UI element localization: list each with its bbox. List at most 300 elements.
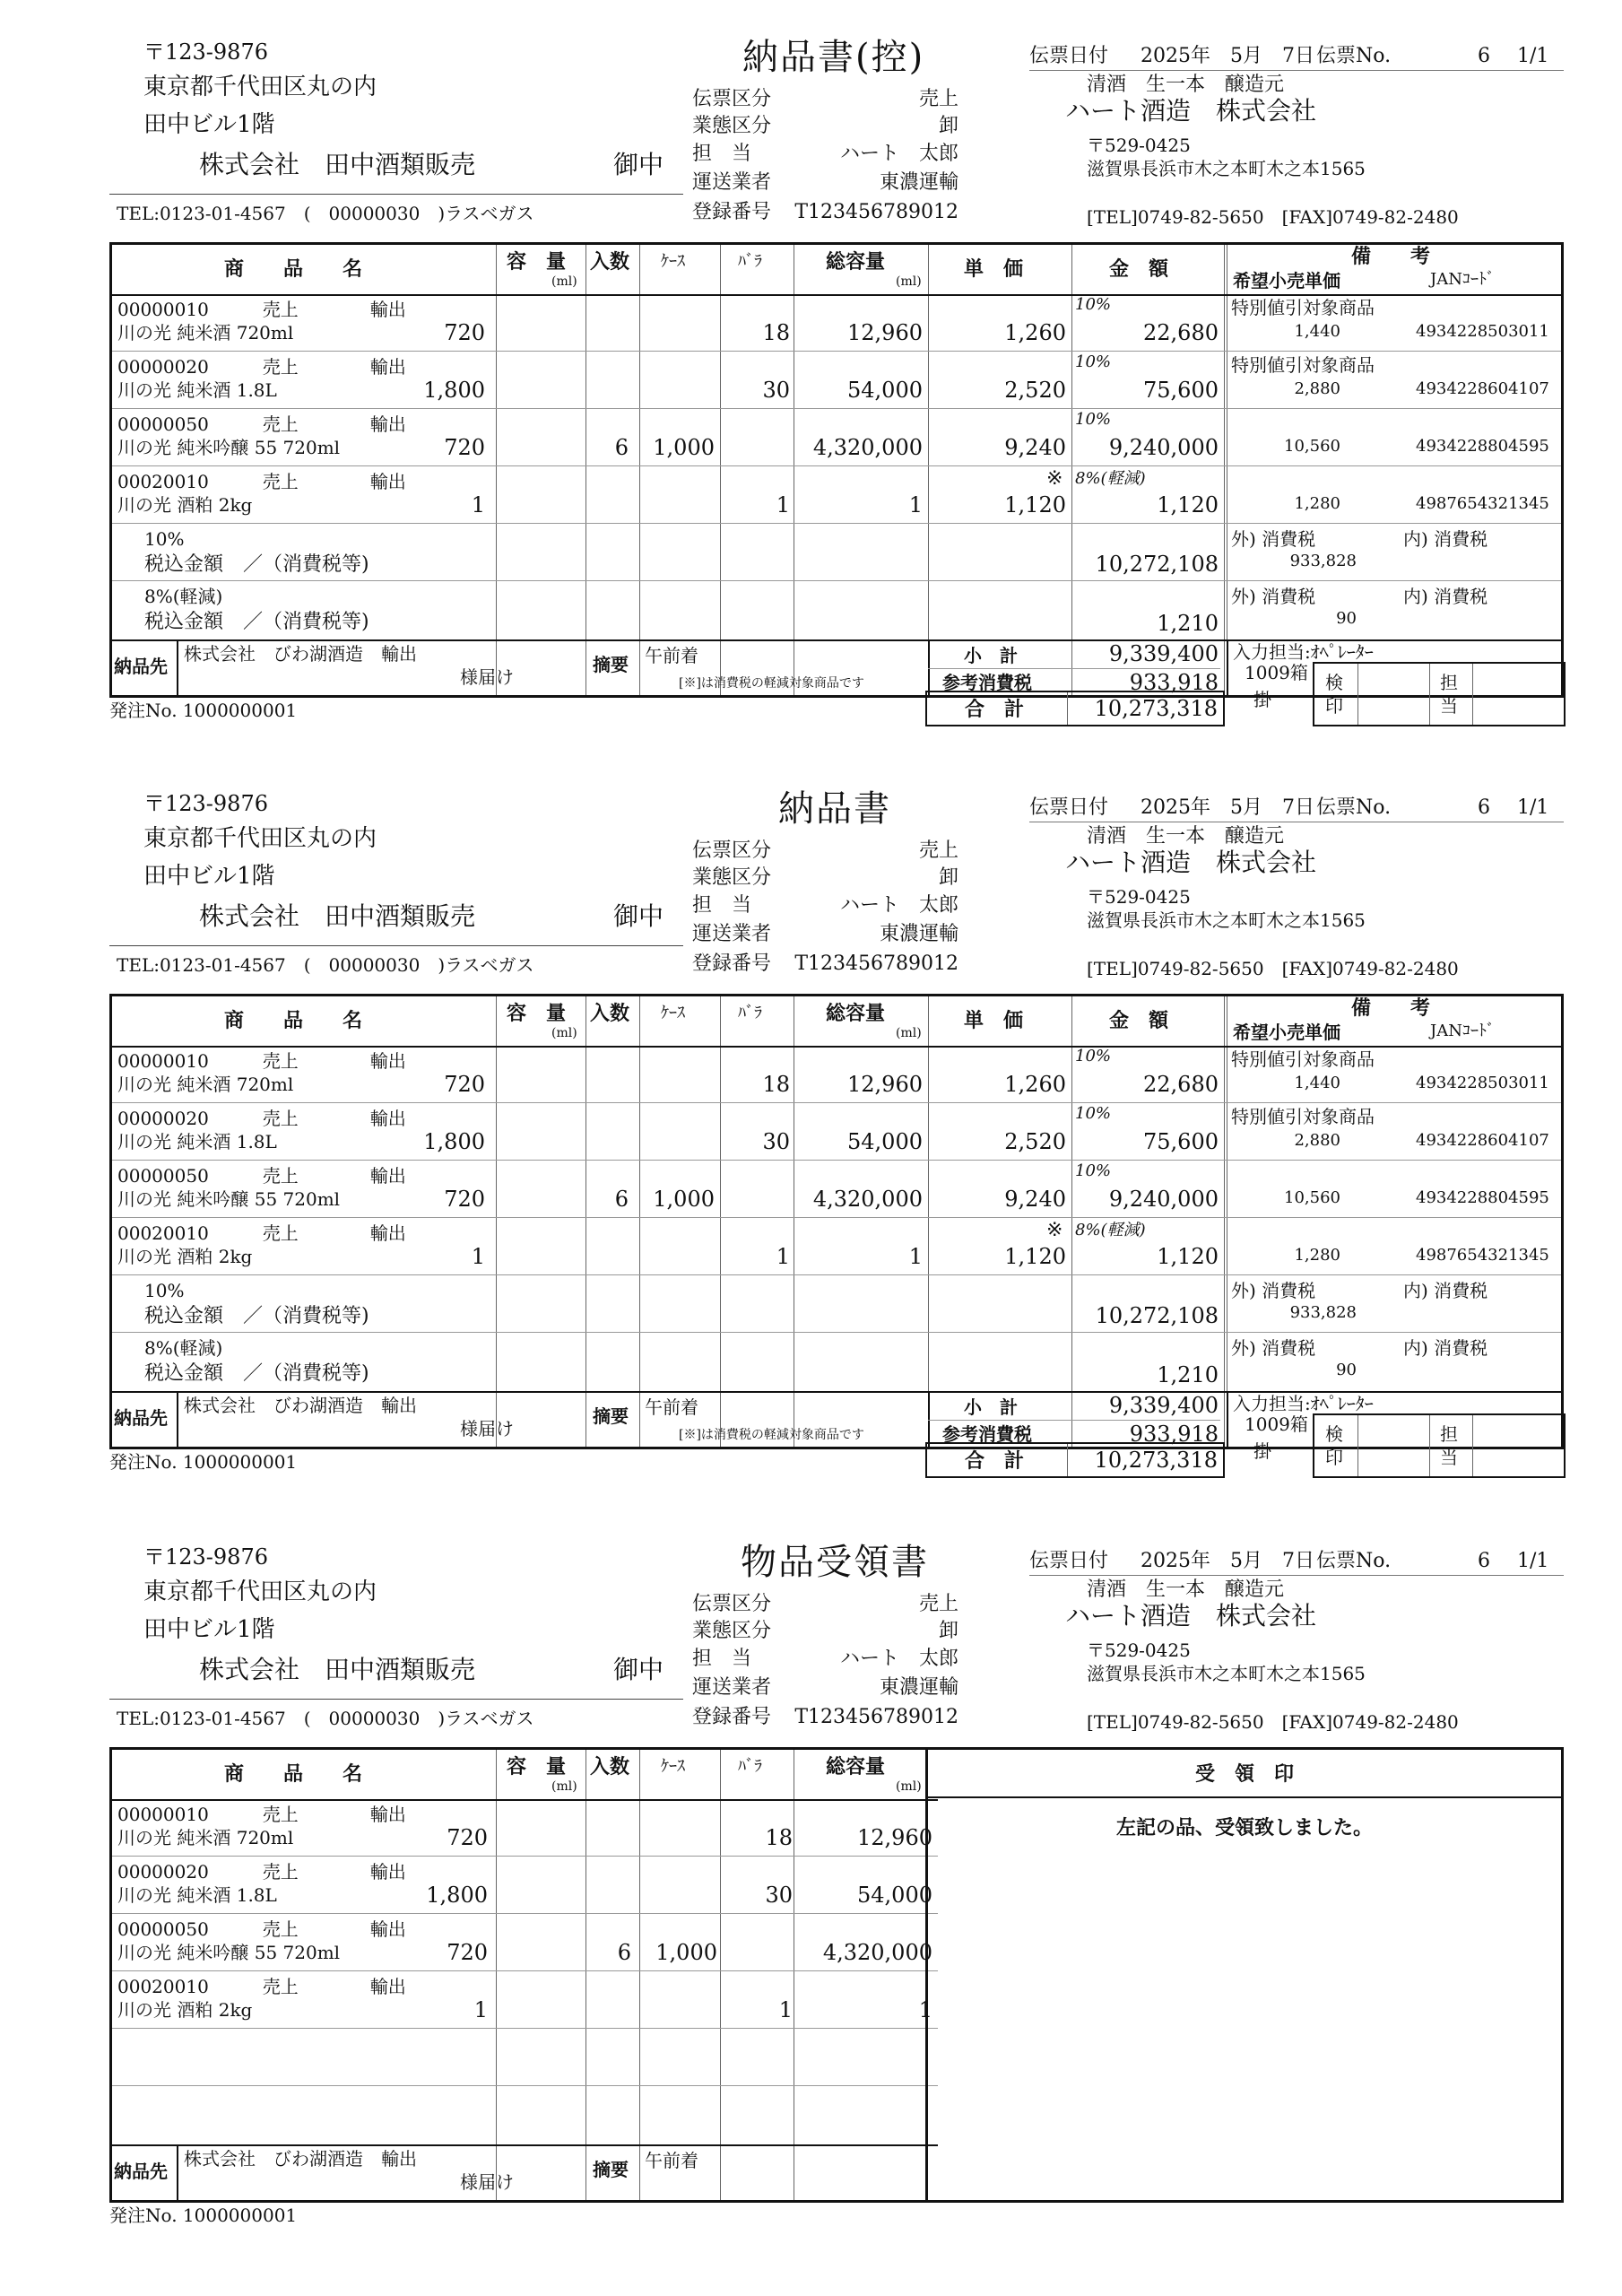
item-volume: 1,800 (423, 378, 485, 403)
int-tax-label: 内) 消費税 (1403, 586, 1488, 607)
page-number: 1/1 (1517, 1550, 1549, 1572)
item-tag: 輸出 (369, 299, 406, 320)
value-reg-no: T123456789012 (794, 1706, 958, 1728)
item-volume: 1 (471, 1244, 485, 1269)
charge-stamp-label: 担当 (1440, 672, 1458, 717)
item-bara: 1 (776, 1244, 790, 1269)
item-total-volume: 1 (908, 492, 923, 517)
table-row (112, 352, 1561, 408)
box-count: 1009箱 (1245, 1413, 1308, 1435)
slip-no-label: 伝票No. (1316, 796, 1392, 819)
stamp-boxes (1313, 1413, 1566, 1478)
receipt-stamp-label: 受 領 印 (1194, 1762, 1294, 1786)
col-irisu: 入数 (590, 250, 630, 274)
kake-label: 掛 (1253, 689, 1271, 710)
item-tag: 輸出 (369, 471, 406, 492)
item-jan: 4934228604107 (1416, 379, 1549, 398)
tax-amount: 10,272,108 (1095, 552, 1219, 577)
value-slip-type: 売上 (918, 839, 958, 862)
col-irisu: 入数 (590, 1002, 630, 1025)
stamp-boxes (1313, 662, 1566, 726)
order-number: 発注No. 1000000001 (109, 700, 298, 721)
table-row (112, 1104, 1561, 1160)
charge-stamp-label: 担当 (1440, 1423, 1458, 1468)
ext-tax-label: 外) 消費税 (1231, 586, 1316, 607)
item-kind: 売上 (262, 1222, 299, 1244)
tax-rate: 10% (144, 1280, 185, 1301)
int-tax-label: 内) 消費税 (1403, 528, 1488, 550)
item-unit-price: 9,240 (1004, 1187, 1066, 1212)
item-amount: 22,680 (1143, 1072, 1219, 1097)
item-note: 特別値引対象商品 (1231, 1048, 1375, 1070)
item-volume: 720 (444, 1072, 485, 1097)
item-code: 00000020 (117, 356, 209, 378)
item-jan: 4987654321345 (1416, 494, 1549, 513)
item-kind: 売上 (262, 356, 299, 378)
honorific: 御中 (613, 1655, 664, 1684)
item-unit-price: 1,260 (1004, 1072, 1066, 1097)
slip-title: 納品書 (778, 788, 891, 830)
item-kind: 売上 (262, 1861, 299, 1883)
item-volume: 720 (447, 1825, 488, 1850)
col-volume-unit: (ml) (551, 274, 577, 289)
value-staff: ハート 太郎 (839, 143, 958, 165)
item-tax-mark: 10% (1075, 1161, 1112, 1180)
item-volume: 1 (471, 492, 485, 517)
order-number: 発注No. 1000000001 (109, 2205, 298, 2226)
summary-label: 摘要 (593, 2159, 629, 2180)
item-tax-mark: 8%(軽減) (1075, 1221, 1146, 1239)
item-kind: 売上 (262, 413, 299, 435)
item-irisu: 6 (617, 1940, 631, 1965)
total-value: 10,273,318 (1094, 696, 1218, 721)
value-business-type: 卸 (938, 866, 958, 889)
company-postal: 〒529-0425 (1087, 886, 1191, 908)
summary-value: 午前着 (645, 645, 698, 666)
total-label: 合 計 (965, 698, 1025, 721)
col-total-volume: 総容量 (826, 1002, 886, 1025)
reduced-note: [※]は消費税の軽減対象商品です (679, 676, 864, 691)
ext-tax-label: 外) 消費税 (1231, 528, 1316, 550)
item-tag: 輸出 (369, 413, 406, 435)
receipt-stamp-area (925, 1747, 1564, 2203)
reduced-mark: ※ (1046, 1219, 1063, 1241)
ext-tax-label: 外) 消費税 (1231, 1280, 1316, 1301)
col-bara: ﾊﾞﾗ (738, 1004, 762, 1022)
table-row (112, 295, 1561, 351)
item-tag: 輸出 (369, 1222, 406, 1244)
item-total-volume: 4,320,000 (812, 1187, 923, 1212)
company-tel-fax: [TEL]0749-82-5650 [FAX]0749-82-2480 (1087, 958, 1459, 979)
ref-tax-value: 933,918 (1129, 670, 1219, 695)
item-bara: 1 (776, 492, 790, 517)
item-kind: 売上 (262, 1108, 299, 1129)
item-retail-price: 1,440 (1294, 1074, 1340, 1092)
customer-address-1: 東京都千代田区丸の内 (143, 1578, 377, 1605)
summary-label: 摘要 (593, 654, 629, 675)
item-retail-price: 1,280 (1294, 1246, 1340, 1265)
item-unit-price: 1,260 (1004, 320, 1066, 345)
value-carrier: 東濃運輸 (879, 923, 958, 945)
col-unit-price: 単 価 (964, 1009, 1024, 1032)
summary-value: 午前着 (645, 1396, 698, 1418)
table-row (112, 1219, 1561, 1274)
customer-address-1: 東京都千代田区丸の内 (143, 74, 377, 100)
label-carrier: 運送業者 (692, 171, 772, 194)
tax-rate: 8%(軽減) (144, 586, 223, 607)
item-jan: 4934228503011 (1416, 322, 1549, 341)
item-amount: 75,600 (1143, 378, 1219, 403)
item-name: 川の光 酒粕 2kg (117, 494, 253, 516)
customer-postal: 〒123-9876 (143, 791, 268, 816)
col-name: 商 品 名 (224, 257, 363, 281)
subtotal-label: 小 計 (964, 1396, 1018, 1418)
item-total-volume: 4,320,000 (822, 1940, 932, 1965)
table-row (112, 1161, 1561, 1217)
value-slip-type: 売上 (918, 88, 958, 110)
company-address: 滋賀県長浜市木之本町木之本1565 (1087, 909, 1366, 931)
reduced-mark: ※ (1046, 467, 1063, 490)
col-volume: 容 量 (507, 1002, 567, 1025)
item-total-volume: 12,960 (847, 1072, 923, 1097)
item-name: 川の光 純米酒 1.8L (117, 1884, 277, 1906)
item-name: 川の光 純米酒 1.8L (117, 379, 277, 401)
col-volume-unit: (ml) (551, 1779, 577, 1794)
label-reg-no: 登録番号 (692, 1706, 772, 1728)
col-amount: 金 額 (1109, 257, 1169, 281)
total-box (925, 691, 1225, 726)
label-reg-no: 登録番号 (692, 952, 772, 975)
item-jan: 4934228804595 (1416, 1188, 1549, 1207)
tax-label: 税込金額 ／（消費税等) (144, 553, 369, 576)
item-total-volume: 54,000 (847, 1129, 923, 1154)
summary-label: 摘要 (593, 1405, 629, 1427)
item-code: 00020010 (117, 1222, 209, 1244)
dest-label: 納品先 (114, 656, 168, 677)
label-staff: 担 当 (692, 1648, 752, 1670)
customer-address-1: 東京都千代田区丸の内 (143, 825, 377, 852)
customer-postal: 〒123-9876 (143, 1544, 268, 1570)
total-box (925, 1442, 1225, 1478)
slip-copy (0, 0, 1622, 753)
value-slip-type: 売上 (918, 1593, 958, 1615)
table-row (112, 467, 1561, 523)
col-total-volume-unit: (ml) (896, 1026, 922, 1040)
brand-line: 清酒 生一本 醸造元 (1087, 825, 1285, 848)
input-staff: 入力担当:ｵﾍﾟﾚｰﾀｰ (1233, 1393, 1374, 1414)
dest-name: 株式会社 びわ湖酒造 輸出 (184, 1395, 417, 1416)
item-volume: 720 (444, 1187, 485, 1212)
customer-address-2: 田中ビル1階 (143, 111, 275, 138)
item-amount: 22,680 (1143, 320, 1219, 345)
item-tax-mark: 10% (1075, 410, 1112, 429)
honorific: 御中 (613, 901, 664, 931)
item-tag: 輸出 (369, 1108, 406, 1129)
item-unit-price: 2,520 (1004, 378, 1066, 403)
inspect-stamp-label: 検印 (1325, 672, 1343, 717)
tax-row-8 (112, 582, 1561, 639)
item-bara: 1 (778, 1997, 793, 2022)
customer-name: 株式会社 田中酒類販売 (199, 150, 476, 179)
customer-tel: TEL:0123-01-4567 ( 00000030 )ラスベガス (117, 954, 534, 976)
item-total-volume: 4,320,000 (812, 435, 923, 460)
item-tag: 輸出 (369, 1804, 406, 1825)
item-retail-price: 10,560 (1284, 1188, 1340, 1207)
tax-amount: 10,272,108 (1095, 1303, 1219, 1328)
label-business-type: 業態区分 (692, 866, 772, 889)
label-staff: 担 当 (692, 894, 752, 917)
value-business-type: 卸 (938, 1620, 958, 1642)
tax-value: 90 (1336, 609, 1357, 628)
company-postal: 〒529-0425 (1087, 1639, 1191, 1661)
col-case: ｹｰｽ (661, 252, 685, 271)
item-case: 1,000 (653, 435, 715, 460)
label-business-type: 業態区分 (692, 115, 772, 137)
dest-suffix: 様届け (460, 666, 514, 688)
col-bara: ﾊﾞﾗ (738, 1757, 762, 1776)
item-unit-price: 1,120 (1004, 1244, 1066, 1269)
company-tel-fax: [TEL]0749-82-5650 [FAX]0749-82-2480 (1087, 206, 1459, 228)
customer-postal: 〒123-9876 (143, 39, 268, 65)
item-kind: 売上 (262, 471, 299, 492)
inspect-stamp-label: 検印 (1325, 1423, 1343, 1468)
slip-no-label: 伝票No. (1316, 45, 1392, 67)
col-jan: JANｺｰﾄﾞ (1430, 1022, 1495, 1040)
receipt-items-table (109, 1747, 938, 2203)
company-name: ハート酒造 株式会社 (1065, 96, 1317, 126)
item-code: 00000010 (117, 299, 209, 320)
item-code: 00020010 (117, 471, 209, 492)
item-retail-price: 2,880 (1294, 1131, 1340, 1150)
item-jan: 4934228804595 (1416, 437, 1549, 456)
table-row (112, 1857, 938, 1913)
item-unit-price: 9,240 (1004, 435, 1066, 460)
label-slip-type: 伝票区分 (692, 88, 772, 110)
col-remarks: 備 考 (1351, 996, 1431, 1020)
dest-name: 株式会社 びわ湖酒造 輸出 (184, 643, 417, 665)
col-volume: 容 量 (507, 1755, 567, 1779)
item-total-volume: 12,960 (857, 1825, 932, 1850)
item-amount: 1,120 (1157, 492, 1219, 517)
item-tag: 輸出 (369, 1050, 406, 1072)
item-total-volume: 54,000 (847, 378, 923, 403)
tax-row-8 (112, 1334, 1561, 1391)
col-total-volume: 総容量 (826, 1755, 886, 1779)
tax-label: 税込金額 ／（消費税等) (144, 1305, 369, 1327)
reduced-note: [※]は消費税の軽減対象商品です (679, 1428, 864, 1442)
label-carrier: 運送業者 (692, 1676, 772, 1699)
slip-no: 6 (1478, 45, 1490, 67)
value-carrier: 東濃運輸 (879, 1676, 958, 1699)
page-number: 1/1 (1517, 45, 1549, 67)
item-unit-price: 1,120 (1004, 492, 1066, 517)
item-tag: 輸出 (369, 356, 406, 378)
slip-delivery (0, 752, 1622, 1505)
table-row (112, 1972, 938, 2028)
table-row (112, 1800, 938, 1856)
company-name: ハート酒造 株式会社 (1065, 1601, 1317, 1631)
total-value: 10,273,318 (1094, 1448, 1218, 1473)
item-total-volume: 1 (908, 1244, 923, 1269)
item-code: 00000050 (117, 1918, 209, 1940)
col-total-volume: 総容量 (826, 250, 886, 274)
col-name: 商 品 名 (224, 1009, 363, 1032)
col-volume: 容 量 (507, 250, 567, 274)
label-business-type: 業態区分 (692, 1620, 772, 1642)
summary-value: 午前着 (645, 2150, 698, 2171)
col-retail-price: 希望小売単価 (1233, 1022, 1340, 1043)
item-volume: 1 (473, 1997, 488, 2022)
tax-amount: 1,210 (1157, 1362, 1219, 1387)
col-total-volume-unit: (ml) (896, 1779, 922, 1794)
footer-row (112, 2146, 938, 2200)
customer-address-2: 田中ビル1階 (143, 1616, 275, 1643)
receipt-message: 左記の品、受領致しました。 (1115, 1816, 1373, 1839)
int-tax-label: 内) 消費税 (1403, 1337, 1488, 1359)
value-carrier: 東濃運輸 (879, 171, 958, 194)
item-name: 川の光 純米酒 720ml (117, 1827, 294, 1848)
order-number: 発注No. 1000000001 (109, 1451, 298, 1473)
item-bara: 30 (765, 1883, 793, 1908)
item-volume: 720 (444, 320, 485, 345)
slip-no: 6 (1478, 796, 1490, 819)
item-tax-mark: 8%(軽減) (1075, 469, 1146, 488)
date-label: 伝票日付 (1029, 45, 1109, 67)
item-name: 川の光 酒粕 2kg (117, 1999, 253, 2021)
col-jan: JANｺｰﾄﾞ (1430, 270, 1495, 289)
item-kind: 売上 (262, 1050, 299, 1072)
item-amount: 75,600 (1143, 1129, 1219, 1154)
value-staff: ハート 太郎 (839, 1648, 958, 1670)
col-irisu: 入数 (590, 1755, 630, 1779)
item-code: 00000020 (117, 1108, 209, 1129)
item-bara: 18 (765, 1825, 793, 1850)
item-name: 川の光 純米酒 1.8L (117, 1131, 277, 1152)
item-amount: 9,240,000 (1108, 1187, 1219, 1212)
col-total-volume-unit: (ml) (896, 274, 922, 289)
tax-rate: 8%(軽減) (144, 1337, 223, 1359)
company-address: 滋賀県長浜市木之本町木之本1565 (1087, 1663, 1366, 1684)
customer-name: 株式会社 田中酒類販売 (199, 901, 476, 931)
item-name: 川の光 純米酒 720ml (117, 1074, 294, 1095)
col-amount: 金 額 (1109, 1009, 1169, 1032)
slip-date: 2025年 5月 7日 (1141, 1550, 1314, 1572)
tax-row-10 (112, 1276, 1561, 1332)
customer-tel: TEL:0123-01-4567 ( 00000030 )ラスベガス (117, 1708, 534, 1729)
dest-label: 納品先 (114, 2161, 168, 2182)
item-retail-price: 2,880 (1294, 379, 1340, 398)
ref-tax-label: 参考消費税 (942, 1423, 1032, 1445)
item-irisu: 6 (614, 1187, 629, 1212)
item-name: 川の光 純米吟醸 55 720ml (117, 437, 341, 458)
item-total-volume: 54,000 (857, 1883, 932, 1908)
subtotal-label: 小 計 (964, 645, 1018, 666)
slip-no-label: 伝票No. (1316, 1550, 1392, 1572)
item-kind: 売上 (262, 1804, 299, 1825)
col-remarks: 備 考 (1351, 245, 1431, 268)
item-note: 特別値引対象商品 (1231, 1106, 1375, 1127)
item-total-volume: 12,960 (847, 320, 923, 345)
label-slip-type: 伝票区分 (692, 839, 772, 862)
total-label: 合 計 (965, 1449, 1025, 1473)
item-retail-price: 10,560 (1284, 437, 1340, 456)
slip-no: 6 (1478, 1550, 1490, 1572)
item-unit-price: 2,520 (1004, 1129, 1066, 1154)
value-business-type: 卸 (938, 115, 958, 137)
item-tag: 輸出 (369, 1861, 406, 1883)
item-total-volume: 1 (918, 1997, 932, 2022)
label-carrier: 運送業者 (692, 923, 772, 945)
col-case: ｹｰｽ (661, 1757, 685, 1776)
item-kind: 売上 (262, 1918, 299, 1940)
item-code: 00000020 (117, 1861, 209, 1883)
item-tag: 輸出 (369, 1976, 406, 1997)
dest-suffix: 様届け (460, 2171, 514, 2193)
item-name: 川の光 純米吟醸 55 720ml (117, 1942, 341, 1963)
item-code: 00000050 (117, 1165, 209, 1187)
item-volume: 720 (447, 1940, 488, 1965)
value-reg-no: T123456789012 (794, 952, 958, 975)
col-retail-price: 希望小売単価 (1233, 270, 1340, 291)
item-name: 川の光 純米酒 720ml (117, 322, 294, 344)
subtotal-value: 9,339,400 (1108, 1393, 1219, 1418)
slip-receipt (0, 1505, 1622, 2258)
item-jan: 4934228604107 (1416, 1131, 1549, 1150)
dest-name: 株式会社 びわ湖酒造 輸出 (184, 2148, 417, 2170)
tax-value: 90 (1336, 1361, 1357, 1379)
company-name: ハート酒造 株式会社 (1065, 848, 1317, 877)
item-bara: 18 (762, 1072, 790, 1097)
item-irisu: 6 (614, 435, 629, 460)
item-note: 特別値引対象商品 (1231, 297, 1375, 318)
ref-tax-label: 参考消費税 (942, 672, 1032, 693)
value-reg-no: T123456789012 (794, 201, 958, 223)
customer-tel: TEL:0123-01-4567 ( 00000030 )ラスベガス (117, 203, 534, 224)
date-label: 伝票日付 (1029, 796, 1109, 819)
col-volume-unit: (ml) (551, 1026, 577, 1040)
slip-title: 物品受領書 (741, 1542, 929, 1583)
dest-label: 納品先 (114, 1407, 168, 1429)
tax-row-10 (112, 525, 1561, 580)
item-tax-mark: 10% (1075, 295, 1112, 314)
honorific: 御中 (613, 150, 664, 179)
subtotal-value: 9,339,400 (1108, 641, 1219, 666)
item-code: 00020010 (117, 1976, 209, 1997)
item-tax-mark: 10% (1075, 1104, 1112, 1123)
int-tax-label: 内) 消費税 (1403, 1280, 1488, 1301)
item-name: 川の光 純米吟醸 55 720ml (117, 1188, 341, 1210)
label-staff: 担 当 (692, 143, 752, 165)
table-row (112, 410, 1561, 465)
item-jan: 4934228503011 (1416, 1074, 1549, 1092)
item-volume: 720 (444, 435, 485, 460)
item-name: 川の光 酒粕 2kg (117, 1246, 253, 1267)
brand-line: 清酒 生一本 醸造元 (1087, 1578, 1285, 1601)
tax-amount: 1,210 (1157, 611, 1219, 636)
kake-label: 掛 (1253, 1440, 1271, 1462)
company-tel-fax: [TEL]0749-82-5650 [FAX]0749-82-2480 (1087, 1711, 1459, 1733)
item-case: 1,000 (653, 1187, 715, 1212)
company-address: 滋賀県長浜市木之本町木之本1565 (1087, 158, 1366, 179)
ref-tax-value: 933,918 (1129, 1422, 1219, 1447)
slip-title: 納品書(控) (742, 37, 925, 78)
customer-name: 株式会社 田中酒類販売 (199, 1655, 476, 1684)
tax-value: 933,828 (1289, 1303, 1357, 1322)
item-bara: 18 (762, 320, 790, 345)
tax-label: 税込金額 ／（消費税等) (144, 611, 369, 633)
item-code: 00000010 (117, 1050, 209, 1072)
item-volume: 1,800 (423, 1129, 485, 1154)
